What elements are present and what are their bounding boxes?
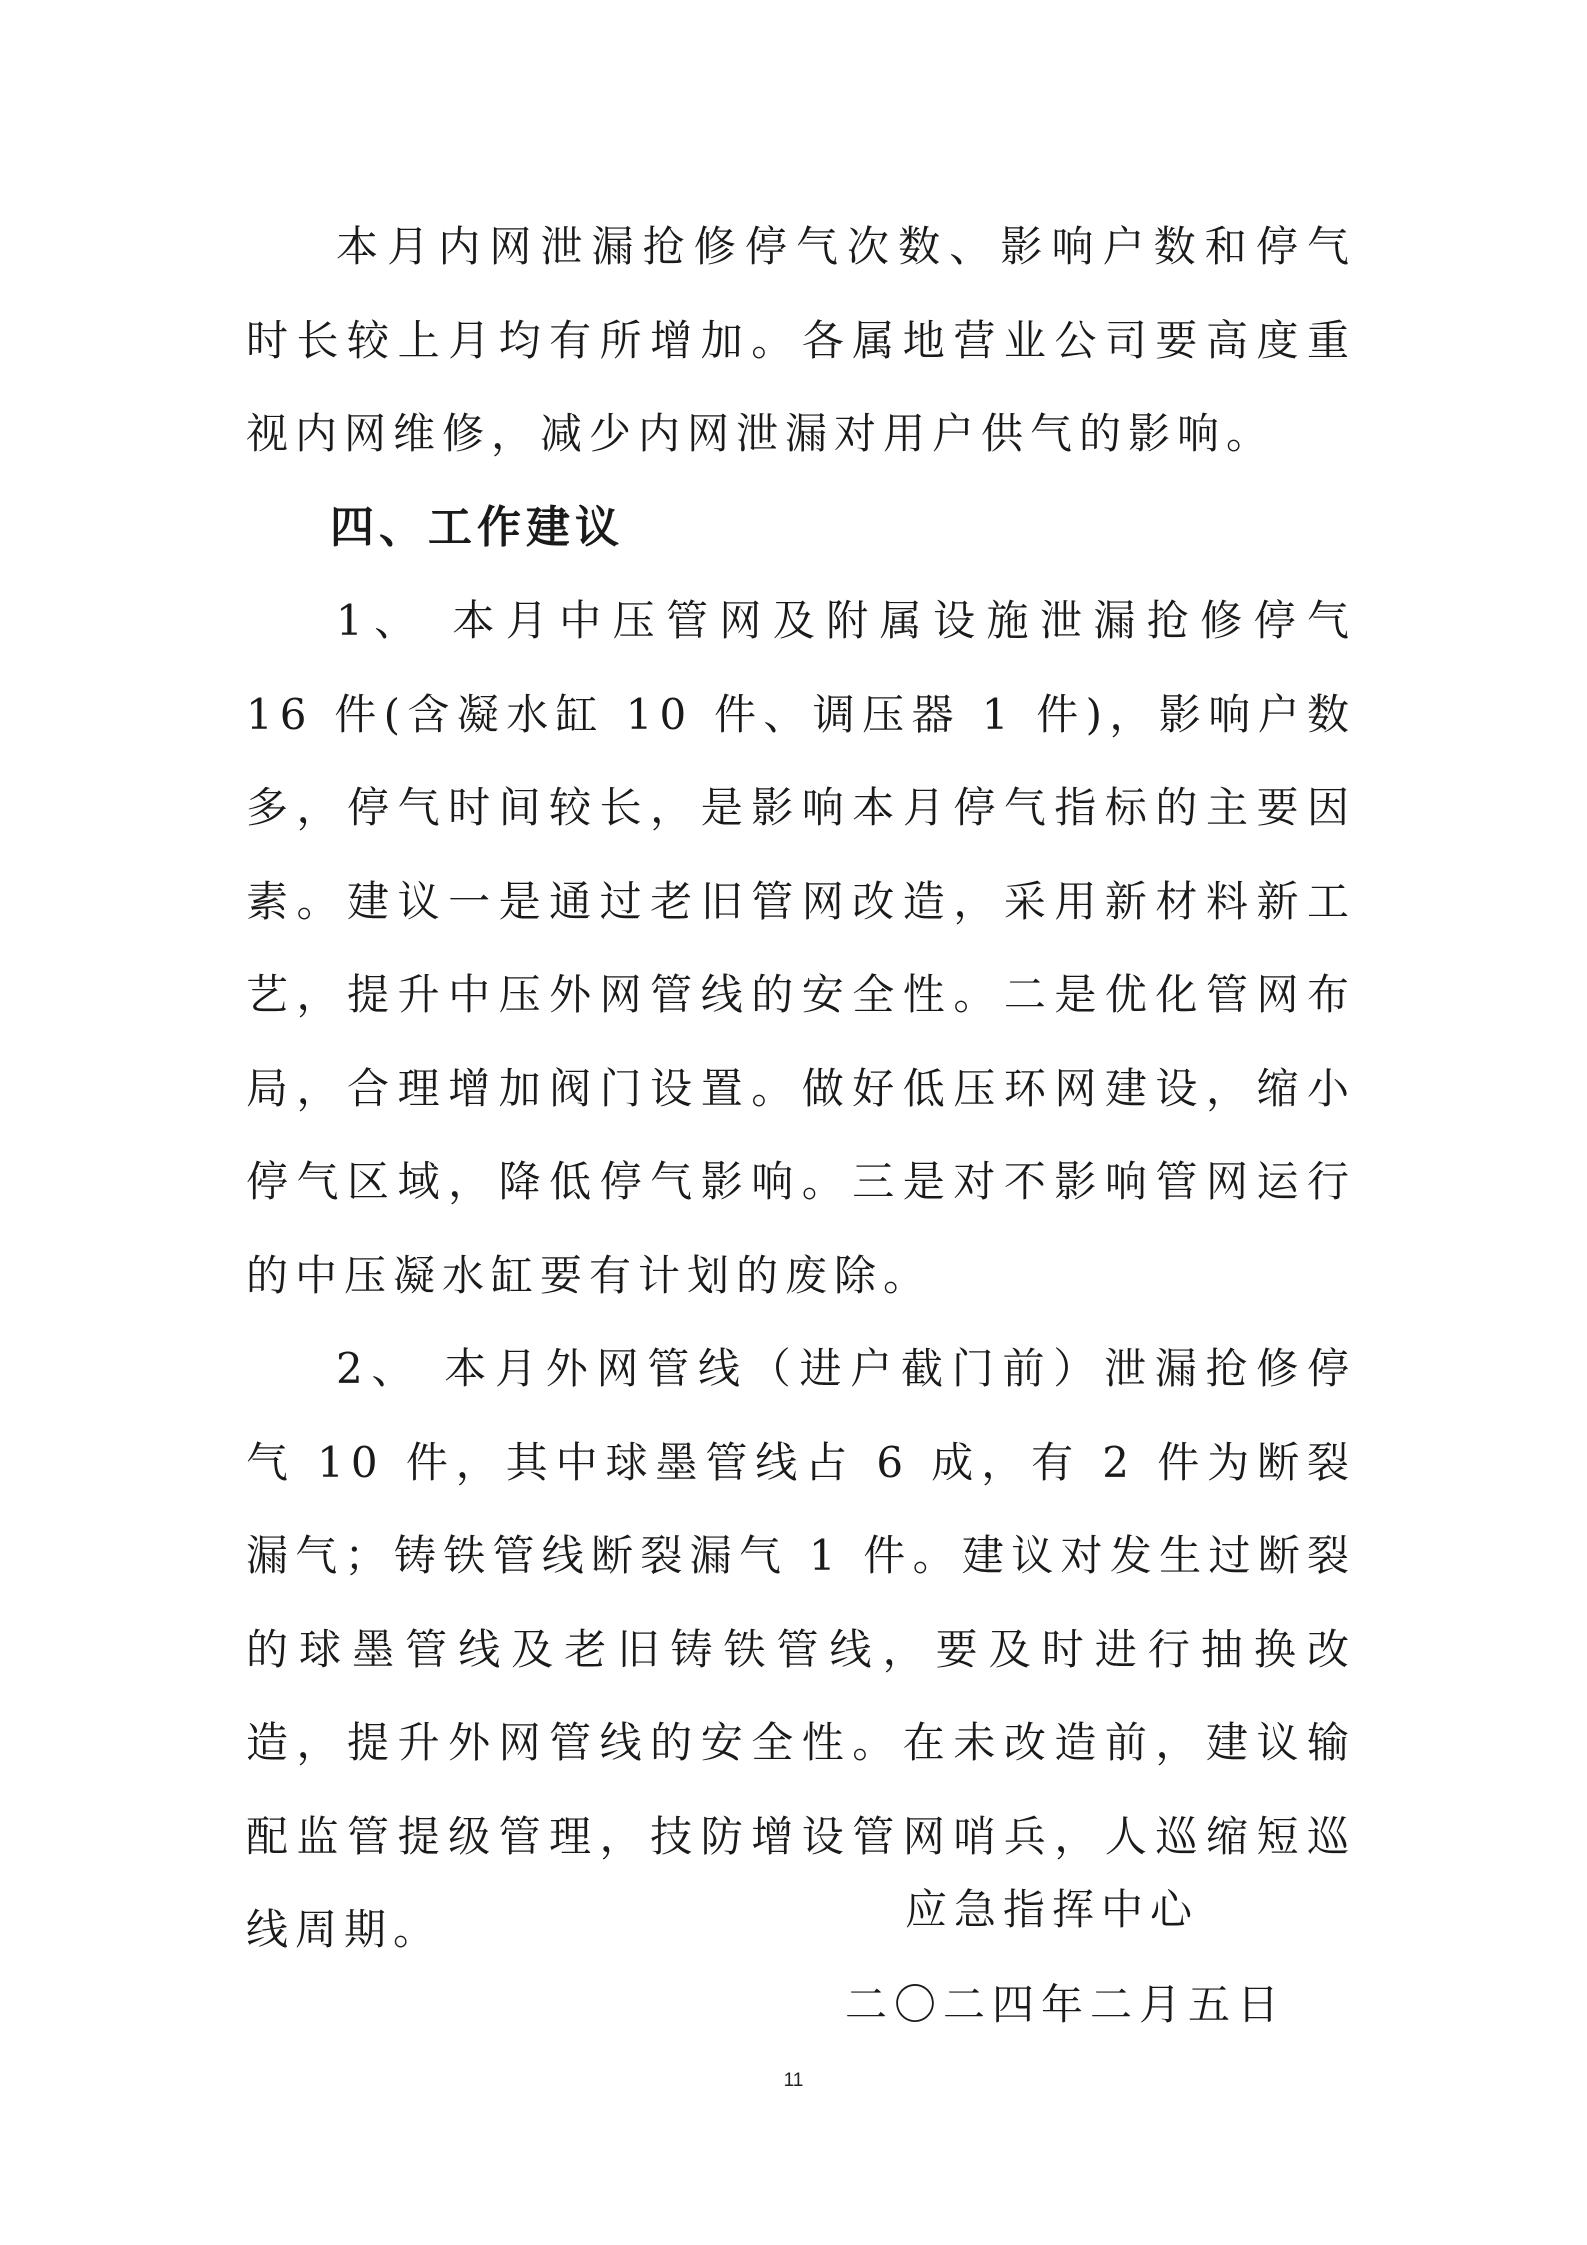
page-number: 11: [783, 2070, 804, 2091]
paragraph-suggestion-2: 2、 本月外网管线（进户截门前）泄漏抢修停气 10 件，其中球墨管线占 6 成，有 2 件为断裂漏气；铸铁管线断裂漏气 1 件。建议对发生过断裂的球墨管线及老旧铸铁管线，要及时进行抽换改造，提升外网管线的安全性。在未改造前，建议输配监管提级管理，技防增设管网哨兵，人巡缩短巡线周期。: [246, 1344, 1356, 1954]
section-heading-work-suggestions: 四、工作建议: [330, 501, 624, 553]
document-body: [246, 200, 1356, 1977]
signature-date: 二〇二四年二月五日: [845, 1980, 1287, 2029]
signature-organization: 应急指挥中心: [905, 1885, 1200, 1934]
paragraph-suggestion-1: 1、 本月中压管网及附属设施泄漏抢修停气 16 件(含凝水缸 10 件、调压器 1 件)，影响户数多，停气时间较长，是影响本月停气指标的主要因素。建议一是通过老旧管网改造，采用新材料新工艺，提升中压外网管线的安全性。二是优化管网布局，合理增加阀门设置。做好低压环网建设，缩小停气区域，降低停气影响。三是对不影响管网运行的中压凝水缸要有计划的废除。: [246, 596, 1356, 1300]
paragraph-internal-network: 本月内网泄漏抢修停气次数、影响户数和停气时长较上月均有所增加。各属地营业公司要高度重视内网维修，减少内网泄漏对用户供气的影响。: [246, 222, 1356, 458]
